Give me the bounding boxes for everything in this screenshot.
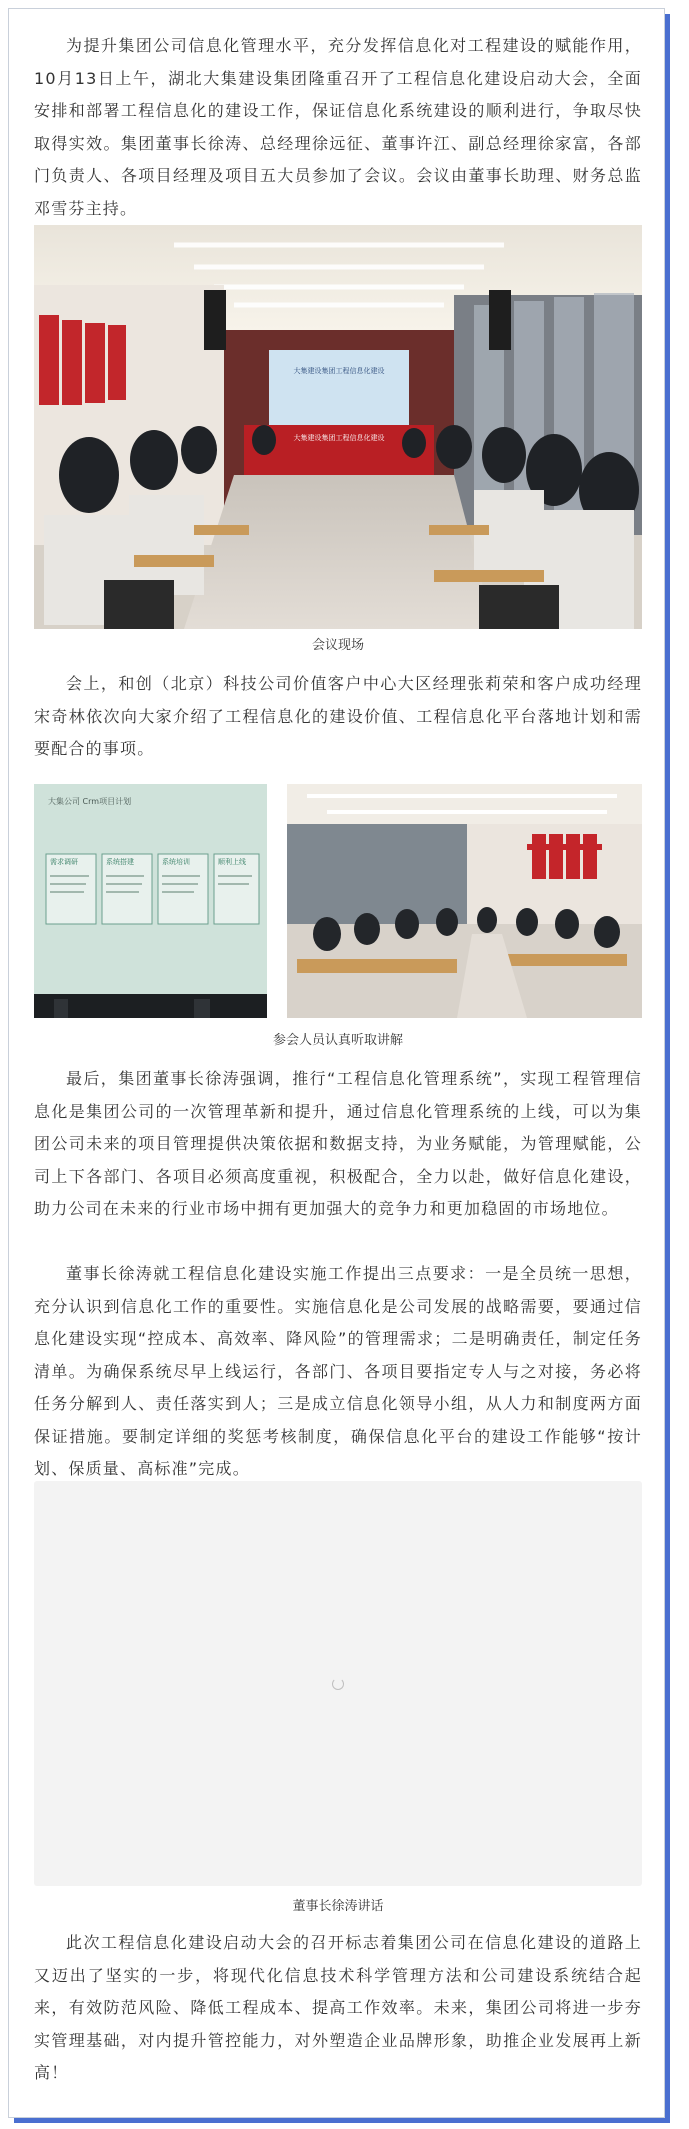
frame-shadow-bottom [14, 2118, 670, 2123]
paragraph-intro: 为提升集团公司信息化管理水平，充分发挥信息化对工程建设的赋能作用，10月13日上午，湖北大集建设集团隆重召开了工程信息化建设启动大会，全面安排和部署工程信息化的建设工作，保证信息化系统建设的顺利进行，争取尽快取得实效。集团董事长徐涛、总经理徐远征、董事许江、副总经理徐家富，各部门负责人、各项目经理及项目五大员参加了会议。会议由董事长助理、财务总监邓雪芬主持。 [34, 36, 642, 218]
caption-attendees: 参会人员认真听取讲解 [272, 1033, 403, 1048]
slide-step-3: 系统培训 [162, 858, 190, 866]
meeting-scene-photo [34, 225, 642, 629]
paragraph-three-requirements: 董事长徐涛就工程信息化建设实施工作提出三点要求：一是全员统一思想，充分认识到信息化工作的重要性。实施信息化是公司发展的战略需要，要通过信息化建设实现“控成本、高效率、降风险”的管理需求；二是明确责任，制定任务清单。为确保系统尽早上线运行，各部门、各项目要指定专人与之对接，务必将任务分解到人、责任落实到人；三是成立信息化领导小组，从人力和制度两方面保证措施。要制定详细的奖惩考核制度，确保信息化平台的建设工作能够“按计划、保质量、高标准”完成。 [34, 1264, 642, 1478]
slide-step-2: 系统搭建 [106, 858, 134, 866]
paragraph-chairman-emphasis: 最后，集团董事长徐涛强调，推行“工程信息化管理系统”，实现工程管理信息化是集团公司的一次管理革新和提升，通过信息化管理系统的上线，可以为集团公司未来的项目管理提供决策依据和数据支持，为业务赋能，为管理赋能，公司上下各部门、各项目必须高度重视，积极配合，全力以赴，做好信息化建设，助力公司在未来的行业市场中拥有更加强大的竞争力和更加稳固的市场地位。 [34, 1069, 642, 1218]
caption-chairman-speech: 董事长徐涛讲话 [292, 1899, 384, 1914]
slide-title: 大集公司 Crm项目计划 [48, 797, 132, 806]
screen-title: 大集建设集团工程信息化建设 [293, 367, 385, 375]
frame-shadow-right [665, 14, 670, 2122]
loading-spinner-icon [332, 1678, 344, 1690]
attendees-photo [287, 784, 642, 1018]
project-plan-slide-photo [34, 784, 267, 1018]
caption-meeting-scene: 会议现场 [311, 638, 364, 653]
slide-step-4: 顺利上线 [218, 858, 246, 866]
chairman-speech-photo [34, 1481, 642, 1886]
paragraph-presentation: 会上，和创（北京）科技公司价值客户中心大区经理张莉荣和客户成功经理宋奇林依次向大家介绍了工程信息化的建设价值、工程信息化平台落地计划和需要配合的事项。 [34, 674, 642, 758]
podium-banner: 大集建设集团工程信息化建设 [293, 434, 385, 442]
slide-step-1: 需求调研 [50, 858, 78, 866]
paragraph-conclusion: 此次工程信息化建设启动大会的召开标志着集团公司在信息化建设的道路上又迈出了坚实的一步，将现代化信息技术科学管理方法和公司建设系统结合起来，有效防范风险、降低工程成本、提高工作效率。未来，集团公司将进一步夯实管理基础，对内提升管控能力，对外塑造企业品牌形象，助推企业发展再上新高！ [34, 1933, 642, 2082]
